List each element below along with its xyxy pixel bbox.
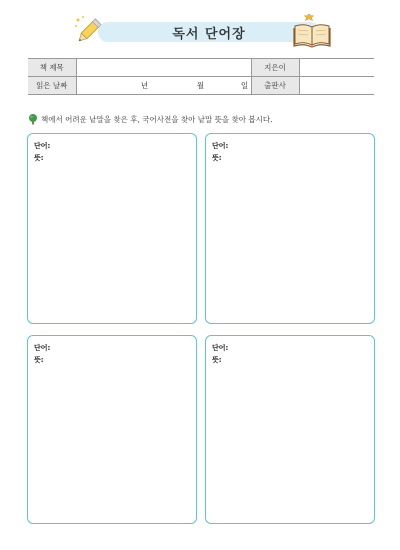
- meaning-label: 뜻:: [34, 154, 44, 162]
- read-date-label: 읽은 날짜: [28, 77, 76, 95]
- word-label: 단어:: [212, 142, 229, 150]
- day-unit: 일: [240, 81, 249, 90]
- author-field[interactable]: [299, 59, 374, 77]
- month-unit: 월: [196, 81, 205, 90]
- word-card[interactable]: [27, 335, 197, 524]
- instruction: [28, 112, 374, 126]
- page-title: 독서 단어장: [172, 26, 246, 42]
- meaning-label: 뜻:: [212, 356, 222, 364]
- word-label: 단어:: [212, 344, 229, 352]
- word-card[interactable]: [27, 133, 197, 324]
- header: [0, 0, 400, 52]
- publisher-field[interactable]: [299, 77, 374, 95]
- open-book-icon: [292, 14, 332, 48]
- meaning-label: 뜻:: [34, 356, 44, 364]
- tree-icon: [28, 113, 38, 125]
- title-bar: [98, 22, 320, 42]
- book-title-field[interactable]: [76, 59, 251, 77]
- word-card[interactable]: [205, 133, 375, 324]
- publisher-label: 출판사: [251, 77, 299, 95]
- meaning-label: 뜻:: [212, 154, 222, 162]
- year-unit: 년: [140, 81, 149, 90]
- word-card[interactable]: [205, 335, 375, 524]
- word-label: 단어:: [34, 344, 51, 352]
- word-label: 단어:: [34, 142, 51, 150]
- author-label: 지은이: [251, 59, 299, 77]
- book-title-label: 책 제목: [28, 59, 76, 77]
- instruction-text: 책에서 어려운 낱말을 찾은 후, 국어사전을 찾아 낱말 뜻을 찾아 봅시다.: [41, 114, 273, 124]
- read-date-field[interactable]: [76, 77, 251, 95]
- book-info-table: [28, 58, 374, 95]
